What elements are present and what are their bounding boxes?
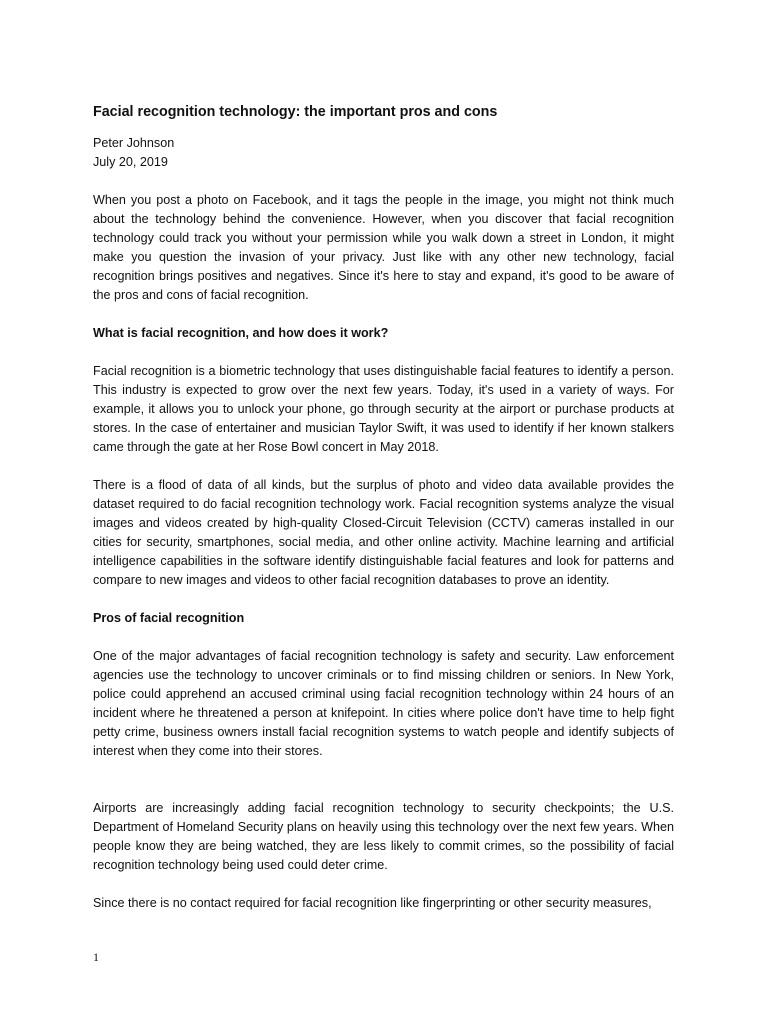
what-paragraph-1: Facial recognition is a biometric technology that uses distinguishable facial features to identify a person. This industry is expected to grow over the next few years. Today, it's used in a variety of ways. For example, it allows you to unlock your phone, go through security at the airport or purchase products at stores. In the case of entertainer and musician Taylor Swift, it was used to identify if her known stalkers came through the gate at her Rose Bowl concert in May 2018. (93, 364, 674, 454)
document-page (93, 102, 674, 913)
pros-paragraph-1: One of the major advantages of facial recognition technology is safety and security. Law enforcement agencies use the technology to uncover criminals or to find missing children or seniors. In New York, police could apprehend an accused criminal using facial recognition technology within 24 hours of an incident where he threatened a person at knifepoint. In cities where police don't have time to help fight petty crime, business owners install facial recognition systems to watch people and identify subjects of interest when they come into their stores. (93, 649, 674, 758)
spacer (93, 172, 674, 191)
pros-paragraph-2: Airports are increasingly adding facial recognition technology to security checkpoints; the U.S. Department of Homeland Security plans on heavily using this technology over the next few years. When people know they are being watched, they are less likely to commit crimes, so the possibility of facial recognition technology being used could deter crime. (93, 801, 674, 872)
intro-paragraph: When you post a photo on Facebook, and it tags the people in the image, you might not think much about the technology behind the convenience. However, when you discover that facial recognition technology could track you without your permission while you walk down a street in London, it might make you question the invasion of your privacy. Just like with any other new technology, facial recognition brings positives and negatives. Since it's here to stay and expand, it's good to be aware of the pros and cons of facial recognition. (93, 193, 674, 302)
pros-paragraph-3: Since there is no contact required for facial recognition like fingerprinting or other security measures, (93, 896, 652, 910)
spacer (93, 590, 674, 609)
publish-date: July 20, 2019 (93, 155, 168, 169)
document-title: Facial recognition technology: the important pros and cons (93, 104, 498, 120)
spacer (93, 305, 674, 324)
author-name: Peter Johnson (93, 136, 175, 150)
spacer (93, 761, 674, 799)
spacer (93, 343, 674, 362)
spacer (93, 875, 674, 894)
section-heading-what: What is facial recognition, and how does it work? (93, 326, 389, 340)
section-heading-pros: Pros of facial recognition (93, 611, 245, 625)
spacer (93, 628, 674, 647)
spacer (93, 457, 674, 476)
what-paragraph-2: There is a flood of data of all kinds, but the surplus of photo and video data available provides the dataset required to do facial recognition technology work. Facial recognition systems analyze the visual images and videos created by high-quality Closed-Circuit Television (CCTV) cameras installed in our cities for security, smartphones, social media, and other online activity. Machine learning and artificial intelligence capabilities in the software identify distinguishable facial features and look for patterns and compare to new images and videos to other facial recognition databases to prove an identity. (93, 478, 674, 587)
page-number: 1 (93, 950, 99, 964)
